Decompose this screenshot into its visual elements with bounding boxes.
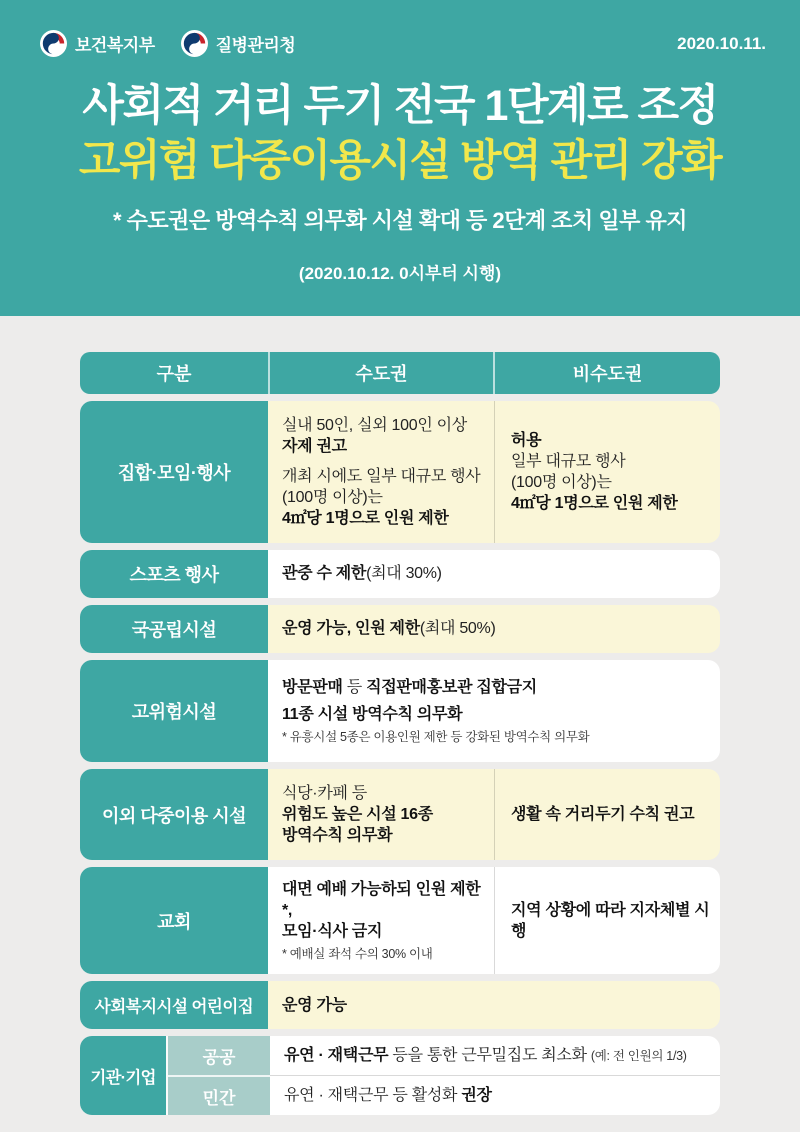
text-line: 관중 수 제한(최대 30%): [282, 565, 442, 583]
row-content-welfare: [268, 981, 720, 1029]
row-content-other-facilities: [268, 769, 720, 860]
text-line: 유연 · 재택근무 등 활성화 권장: [284, 1087, 492, 1105]
church-nonmetro-cell: [495, 867, 720, 974]
logo-kdca: [181, 30, 296, 57]
sublabel-public-sector: 공공: [168, 1036, 270, 1077]
row-label-public-facilities: 국공립시설: [80, 605, 268, 653]
main-title-line2: 고위험 다중이용시설 방역 관리 강화: [78, 137, 722, 186]
row-label-organizations: 기관·기업: [80, 1036, 166, 1115]
row-label-sports: 스포츠 행사: [80, 550, 268, 598]
table-row-gathering: [80, 401, 720, 543]
text-line: (100명 이상)는: [511, 474, 612, 491]
text-line: 모임·식사 금지: [282, 923, 383, 941]
text-line: (100명 이상)는: [282, 489, 383, 507]
sublabel-private-sector: 민간: [168, 1077, 270, 1116]
text-line: 11종 시설 방역수칙 의무화: [282, 705, 463, 723]
effective-date: (2020.10.12. 0시부터 시행): [298, 263, 502, 283]
gov-emblem-icon: [181, 30, 208, 57]
table-row-sports: [80, 550, 720, 598]
row-content-highrisk: [268, 660, 720, 762]
org-public-line: [270, 1036, 720, 1076]
title-block: [0, 83, 800, 284]
text-line: 허용: [511, 431, 542, 449]
table-row-public-facilities: [80, 605, 720, 653]
row-label-welfare: 사회복지시설 어린이집: [80, 981, 268, 1029]
row-content-church: [268, 867, 720, 974]
org-sublabels: [166, 1036, 270, 1115]
row-content-organizations: [270, 1036, 720, 1115]
table-row-other-facilities: [80, 769, 720, 860]
row-label-church: 교회: [80, 867, 268, 974]
row-label-gathering: 집합·모임·행사: [80, 401, 268, 543]
gathering-nonmetro-cell: [495, 401, 720, 543]
other-nonmetro-cell: [495, 769, 720, 860]
church-metro-cell: [268, 867, 495, 974]
logo-kdca-label: 질병관리청: [215, 36, 296, 55]
text-line: 유연 · 재택근무 등을 통한 근무밀집도 최소화 (예: 전 인원의 1/3): [284, 1047, 687, 1065]
text-line: 운영 가능, 인원 제한(최대 50%): [282, 620, 496, 638]
row-content-sports: [268, 550, 720, 598]
logo-mohw: [40, 30, 155, 57]
row-label-other-facilities: 이외 다중이용 시설: [80, 769, 268, 860]
gov-emblem-icon: [40, 30, 67, 57]
text-line: 방문판매 등 직접판매홍보관 집합금지: [282, 679, 537, 697]
logo-row: [0, 0, 800, 57]
text-line: 4㎡당 1명으로 인원 제한: [282, 510, 449, 528]
table-header-row: [80, 352, 720, 394]
announcement-date: 2020.10.11.: [677, 33, 766, 53]
text-line: 위험도 높은 시설 16종: [282, 805, 433, 823]
text-line: 4㎡당 1명으로 인원 제한: [511, 495, 678, 513]
column-header-nonmetro: 비수도권: [572, 364, 643, 384]
inline-note: (예: 전 인원의 1/3): [590, 1049, 687, 1064]
text-line: 지역 상황에 따라 지자체별 시행: [511, 901, 710, 940]
main-title-line1: 사회적 거리 두기 전국 1단계로 조정: [82, 82, 718, 130]
text-line: 실내 50인, 실외 100인 이상: [282, 416, 467, 434]
logo-mohw-label: 보건복지부: [75, 36, 155, 55]
table-row-organizations: [80, 1036, 720, 1115]
header-banner: [0, 0, 800, 316]
banner-subtitle: * 수도권은 방역수칙 의무화 시설 확대 등 2단계 조치 일부 유지: [113, 207, 687, 233]
text-line: 일부 대규모 행사: [511, 452, 626, 470]
text-line: 방역수칙 의무화: [282, 827, 393, 845]
column-header-category: 구분: [156, 364, 192, 384]
text-line: 운영 가능: [282, 996, 347, 1014]
footnote: * 예배실 좌석 수의 30% 이내: [282, 947, 433, 962]
row-label-highrisk: 고위험시설: [80, 660, 268, 762]
text-line: 식당·카페 등: [282, 784, 367, 802]
table-row-highrisk: [80, 660, 720, 762]
row-content-gathering: [268, 401, 720, 543]
column-header-metro: 수도권: [268, 352, 495, 394]
gathering-metro-cell: [268, 401, 495, 543]
text-line: 자제 권고: [282, 437, 347, 455]
text-line: 개최 시에도 일부 대규모 행사: [282, 467, 481, 485]
text-line: 대면 예배 가능하되 인원 제한*,: [282, 881, 481, 920]
text-line: 생활 속 거리두기 수칙 권고: [511, 805, 695, 823]
table-row-welfare: [80, 981, 720, 1029]
footnote: * 유흥시설 5종은 이용인원 제한 등 강화된 방역수칙 의무화: [282, 729, 590, 744]
other-metro-cell: [268, 769, 495, 860]
table-row-church: [80, 867, 720, 974]
measures-table: [80, 352, 720, 1115]
org-private-line: [270, 1076, 720, 1115]
row-content-public-facilities: [268, 605, 720, 653]
